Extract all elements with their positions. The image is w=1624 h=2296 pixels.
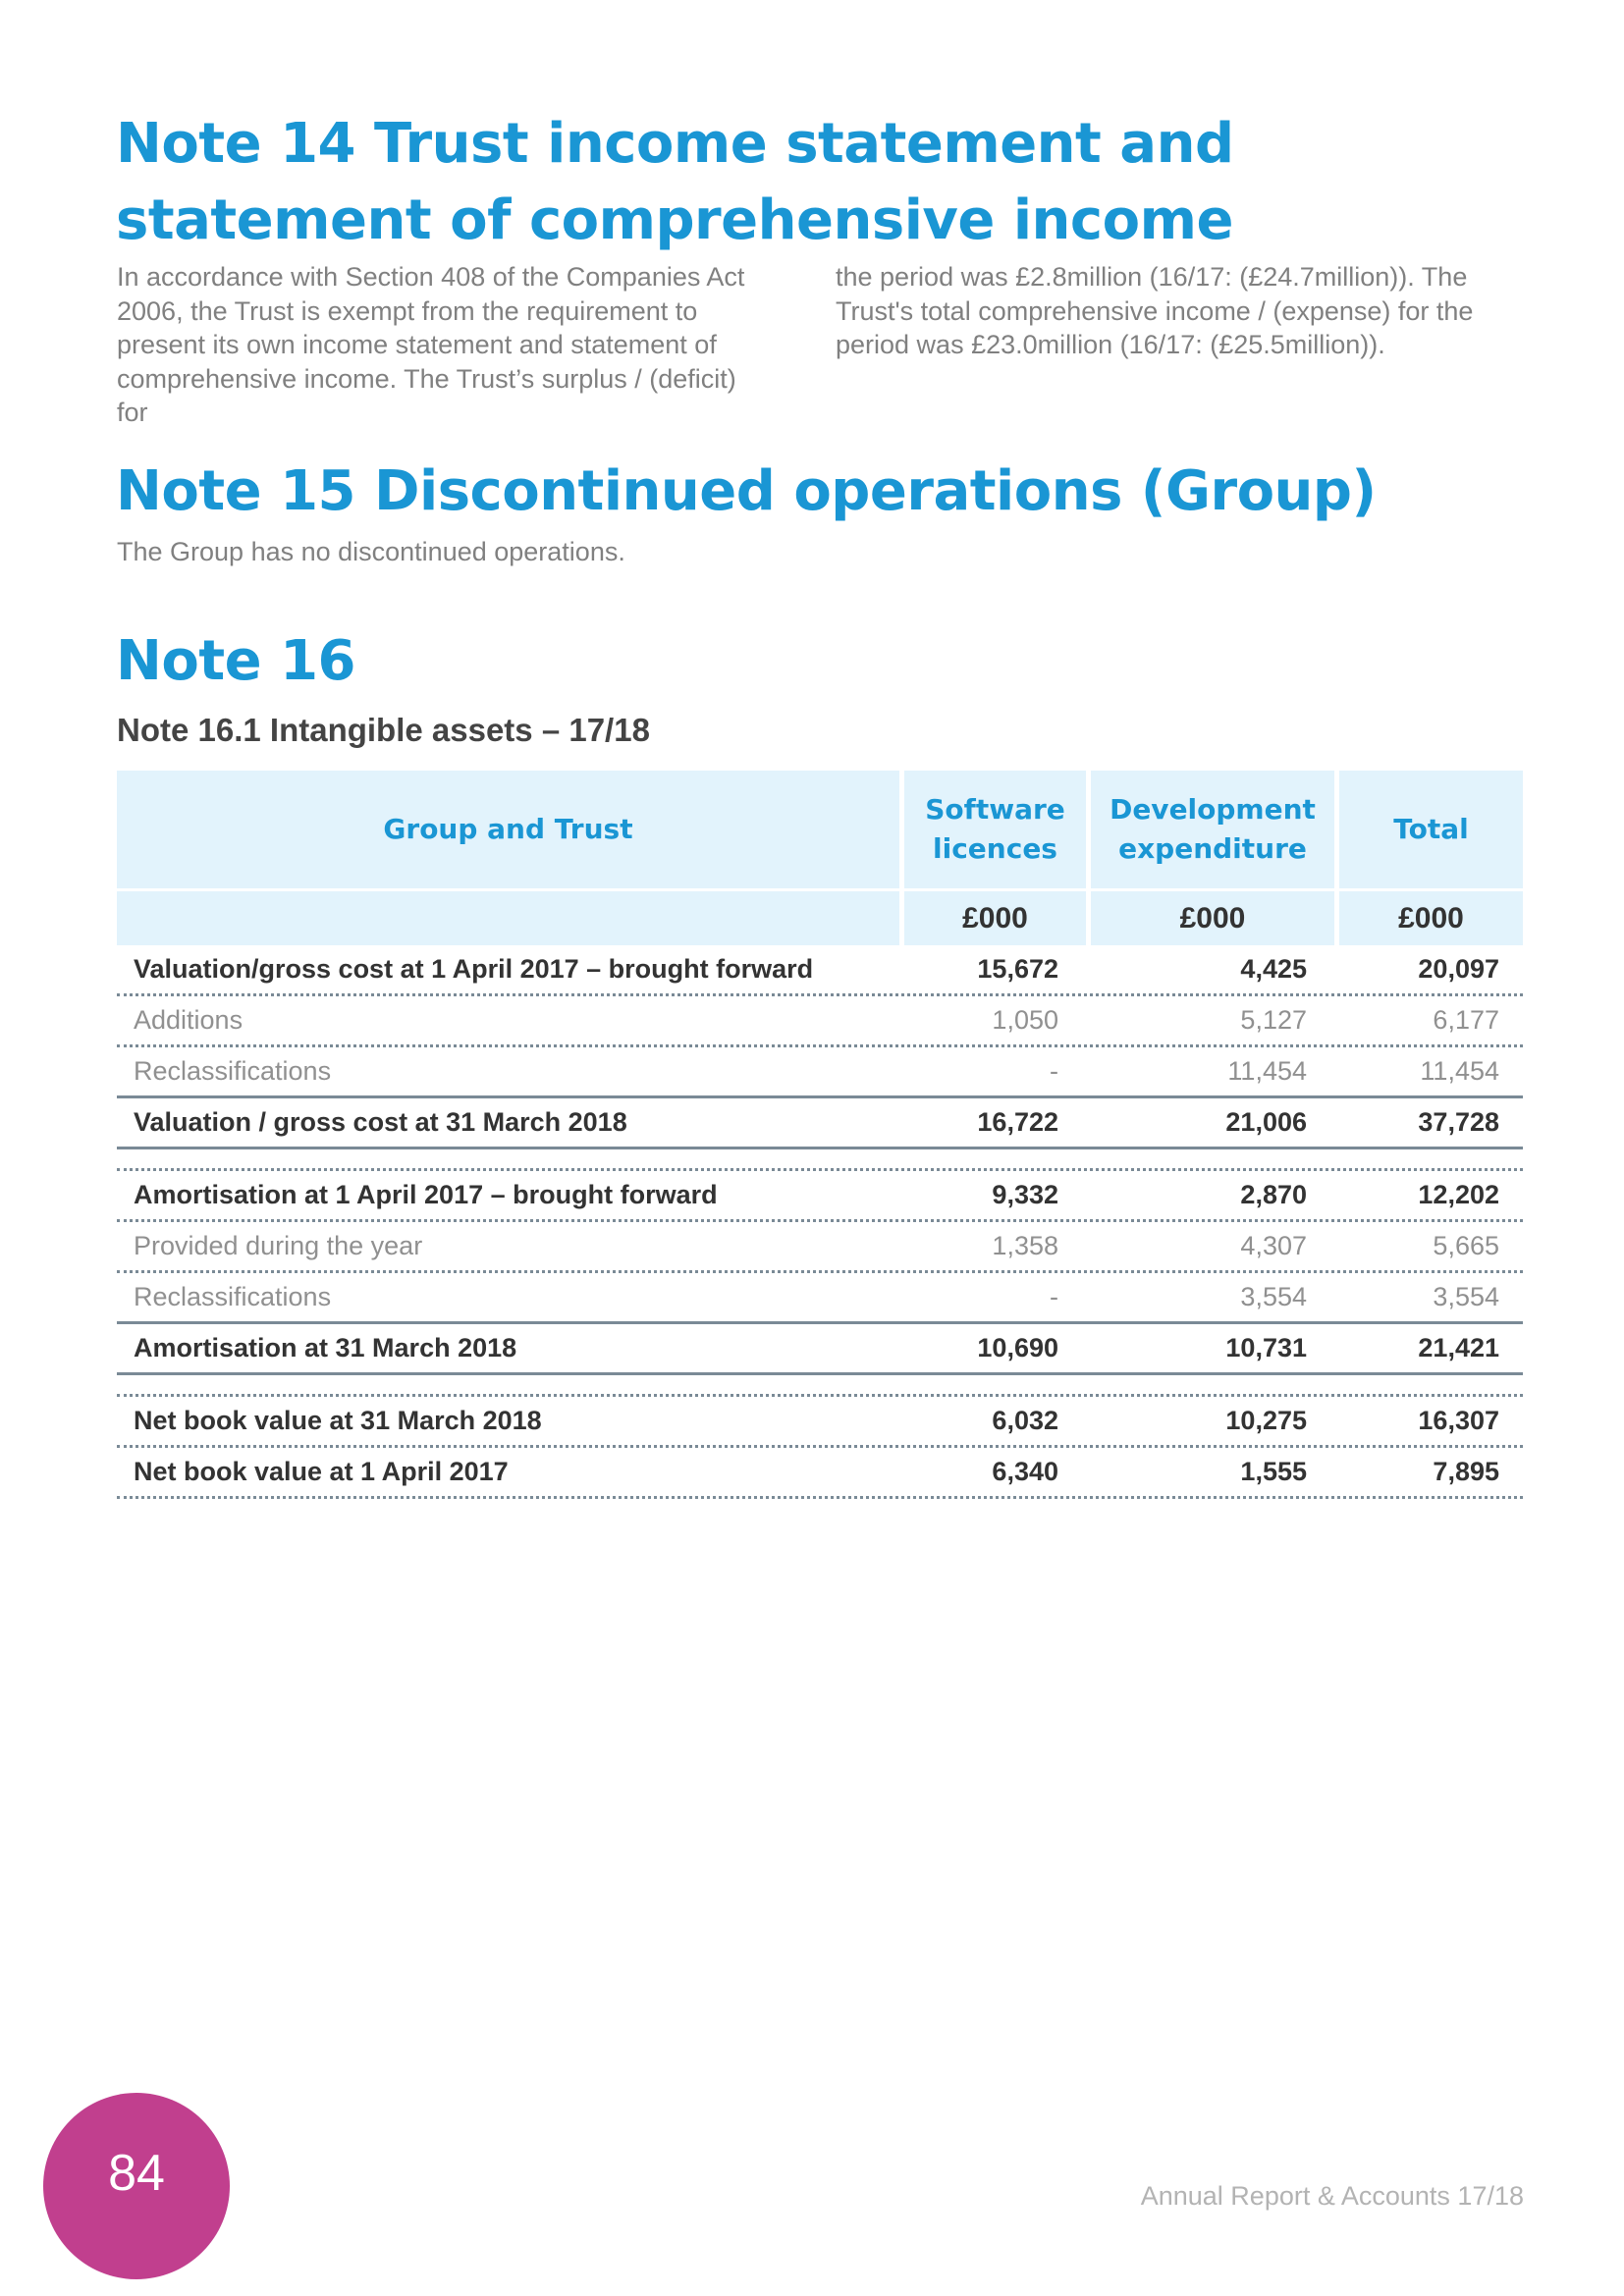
table-row — [117, 1047, 1523, 1098]
header-development-expenditure: Development expenditure — [1091, 771, 1334, 888]
intangible-assets-table — [117, 771, 1523, 1499]
units-blank — [117, 891, 899, 945]
row-total: 11,454 — [1420, 1056, 1499, 1086]
note14-title: Note 14 Trust income statement and statement of comprehensive income — [116, 112, 1234, 252]
row-total: 20,097 — [1418, 954, 1499, 984]
note15-title: Note 15 Discontinued operations (Group) — [116, 459, 1377, 523]
row-software: 16,722 — [977, 1107, 1058, 1137]
row-total: 5,665 — [1433, 1231, 1499, 1260]
footer-report-title: Annual Report & Accounts 17/18 — [1140, 2181, 1524, 2211]
row-total: 37,728 — [1418, 1107, 1499, 1137]
note14-paragraph-col1: In accordance with Section 408 of the Companies Act 2006, the Trust is exempt from the requirement to present its own income statement and statement of comprehensive income. The Trust’s surplus / (deficit) for — [117, 262, 745, 427]
table-row — [117, 1171, 1523, 1222]
table-row — [117, 1222, 1523, 1273]
row-software: 6,340 — [992, 1457, 1058, 1486]
row-development: 1,555 — [1240, 1457, 1307, 1486]
header-software-licences: Software licences — [904, 771, 1086, 888]
note14-paragraph-col2: the period was £2.8million (16/17: (£24.7million)). The Trust's total comprehensive income / (expense) for the period was £23.0million (16/17: (£25.5million)). — [836, 262, 1474, 359]
table-row — [117, 1273, 1523, 1324]
row-label: Provided during the year — [134, 1231, 423, 1260]
units-development: £000 — [1091, 891, 1334, 945]
row-development: 10,275 — [1225, 1406, 1307, 1435]
table-row — [117, 1448, 1523, 1499]
row-development: 21,006 — [1225, 1107, 1307, 1137]
row-software: - — [1050, 1282, 1058, 1311]
row-software: 1,358 — [992, 1231, 1058, 1260]
table-row — [117, 1324, 1523, 1375]
page-number-badge: 84 — [43, 2093, 230, 2279]
row-development: 10,731 — [1225, 1333, 1307, 1362]
row-software: 6,032 — [992, 1406, 1058, 1435]
row-development: 3,554 — [1240, 1282, 1307, 1311]
row-software: 15,672 — [977, 954, 1058, 984]
units-software: £000 — [904, 891, 1086, 945]
header-total: Total — [1339, 771, 1523, 888]
table-header-row — [117, 771, 1523, 888]
row-software: 9,332 — [992, 1180, 1058, 1209]
row-label: Reclassifications — [134, 1282, 332, 1311]
note16-subtitle: Note 16.1 Intangible assets – 17/18 — [117, 712, 650, 748]
note15-paragraph: The Group has no discontinued operations. — [117, 537, 625, 566]
table-row — [117, 945, 1523, 996]
table-row — [117, 996, 1523, 1047]
header-group-and-trust: Group and Trust — [117, 771, 899, 888]
row-label: Valuation/gross cost at 1 April 2017 – brought forward — [134, 954, 814, 984]
table-spacer — [117, 1375, 1523, 1397]
table-row — [117, 1098, 1523, 1149]
row-total: 3,554 — [1433, 1282, 1499, 1311]
row-total: 6,177 — [1433, 1005, 1499, 1035]
row-label: Amortisation at 31 March 2018 — [134, 1333, 517, 1362]
table-spacer — [117, 1149, 1523, 1171]
row-development: 5,127 — [1240, 1005, 1307, 1035]
row-software: 10,690 — [977, 1333, 1058, 1362]
row-development: 4,425 — [1240, 954, 1307, 984]
row-total: 21,421 — [1418, 1333, 1499, 1362]
units-total: £000 — [1339, 891, 1523, 945]
table-row — [117, 1397, 1523, 1448]
row-total: 16,307 — [1418, 1406, 1499, 1435]
row-development: 2,870 — [1240, 1180, 1307, 1209]
row-label: Net book value at 1 April 2017 — [134, 1457, 509, 1486]
row-total: 12,202 — [1418, 1180, 1499, 1209]
row-label: Amortisation at 1 April 2017 – brought forward — [134, 1180, 718, 1209]
row-development: 4,307 — [1240, 1231, 1307, 1260]
note16-title: Note 16 — [116, 629, 356, 693]
row-total: 7,895 — [1433, 1457, 1499, 1486]
row-label: Net book value at 31 March 2018 — [134, 1406, 542, 1435]
row-development: 11,454 — [1227, 1056, 1307, 1086]
row-label: Additions — [134, 1005, 244, 1035]
row-software: - — [1050, 1056, 1058, 1086]
row-software: 1,050 — [992, 1005, 1058, 1035]
row-label: Valuation / gross cost at 31 March 2018 — [134, 1107, 627, 1137]
row-label: Reclassifications — [134, 1056, 332, 1086]
table-units-row — [117, 891, 1523, 945]
